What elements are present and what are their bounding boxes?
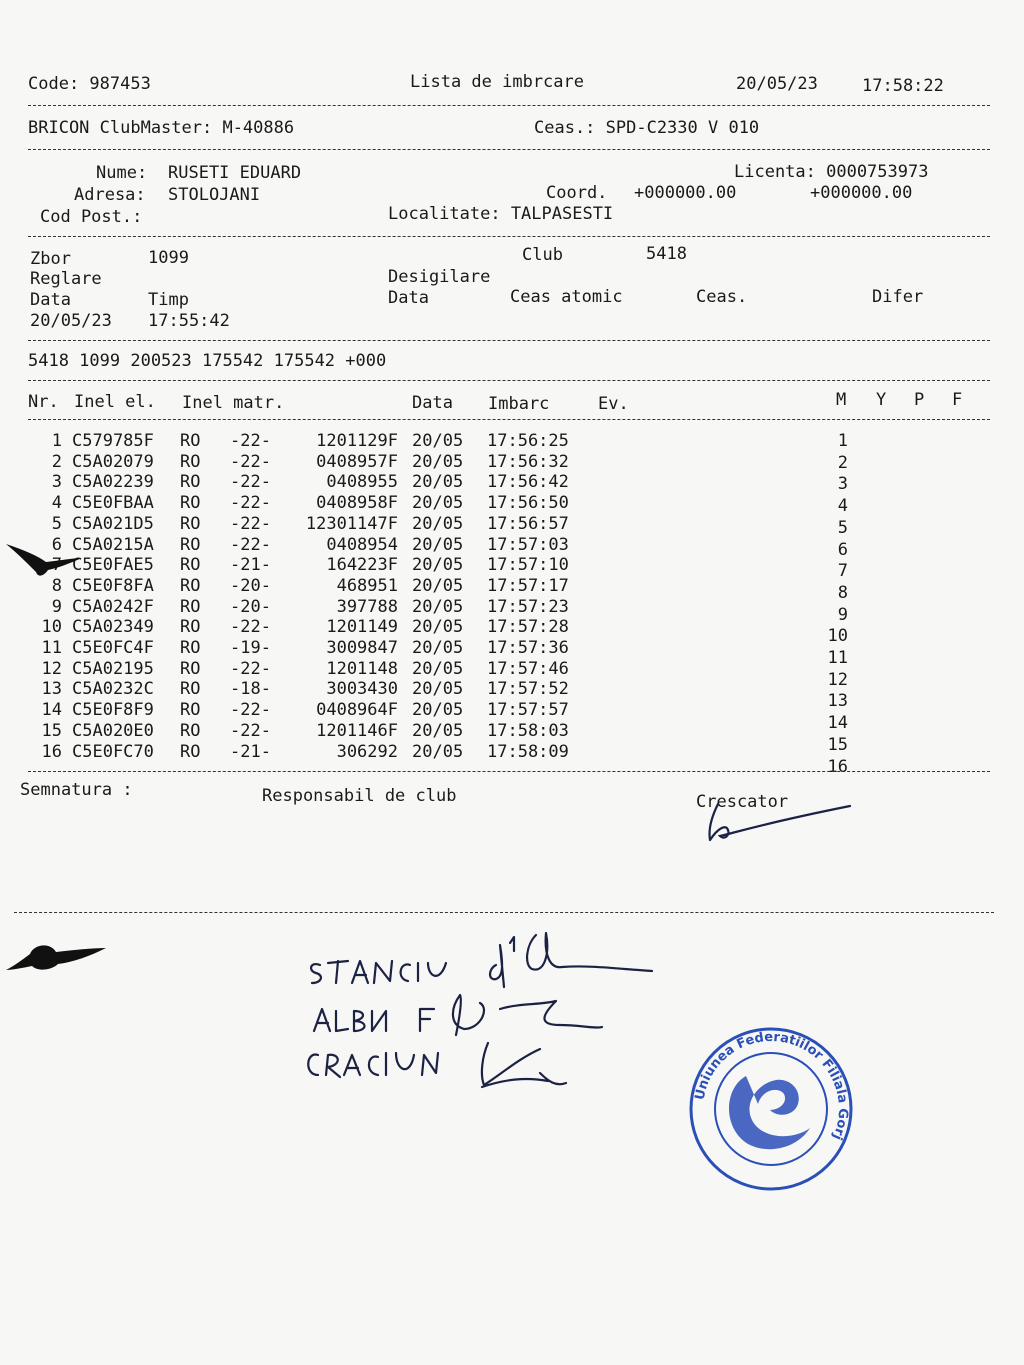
cell-time: 17:57:17 (487, 575, 569, 596)
cell-country: RO (180, 575, 201, 596)
cell-inel-el: C579785F (72, 431, 154, 451)
table-row (0, 472, 1024, 493)
responsabil-label: Responsabil de club (262, 786, 457, 806)
cell-time: 17:56:57 (487, 513, 569, 534)
coord-label: Coord. (546, 183, 608, 203)
cell-m: 3 (837, 474, 848, 495)
cell-inel-matr: 3003430 (326, 679, 398, 700)
crescator-label: Crescator (696, 792, 789, 812)
cell-year: -22- (230, 700, 271, 721)
cell-time: 17:57:23 (487, 596, 569, 617)
cell-year: -22- (230, 617, 271, 638)
document-title: Lista de imbrcare (410, 72, 584, 92)
cell-inel-matr: 164223F (326, 555, 398, 576)
cell-country: RO (180, 555, 201, 576)
cell-country: RO (180, 638, 201, 658)
cell-m: 10 (827, 626, 848, 647)
cell-date: 20/05 (412, 555, 464, 576)
cell-time: 17:56:42 (487, 472, 569, 493)
cell-inel-el: C5A02349 (72, 617, 154, 638)
cell-inel-el: C5A020E0 (72, 720, 154, 741)
divider (28, 419, 990, 420)
divider (28, 380, 990, 381)
col-f: F (952, 390, 963, 410)
cell-date: 20/05 (412, 617, 464, 638)
cell-inel-el: C5A02079 (72, 451, 154, 472)
col-nr: Nr. (28, 392, 59, 412)
cell-m: 15 (827, 734, 848, 755)
cell-inel-matr: 0408958F (316, 493, 398, 514)
semnatura-label: Semnatura : (20, 780, 133, 800)
table-row (0, 493, 1024, 517)
cell-inel-el: C5A0242F (72, 596, 154, 617)
cell-nr: 5 (51, 513, 62, 534)
divider (28, 340, 990, 341)
cell-date: 20/05 (412, 513, 464, 534)
coord-x: +000000.00 (634, 183, 737, 203)
cell-inel-matr: 1201148 (326, 658, 398, 679)
header-date: 20/05/23 (736, 74, 818, 94)
col-data: Data (412, 393, 453, 413)
cell-m: 7 (837, 561, 848, 582)
cell-time: 17:57:28 (487, 617, 569, 638)
reglare-label: Reglare (30, 269, 102, 289)
cell-year: -22- (230, 720, 271, 741)
cell-nr: 8 (51, 575, 62, 596)
cell-year: -22- (230, 658, 271, 679)
table-row (0, 638, 1024, 668)
cell-inel-el: C5E0FC70 (72, 741, 154, 762)
cell-time: 17:57:52 (487, 679, 569, 700)
divider (28, 771, 990, 772)
cell-time: 17:57:10 (487, 555, 569, 576)
cell-inel-matr: 1201129F (316, 431, 398, 451)
cell-m: 11 (827, 648, 848, 668)
cell-date: 20/05 (412, 679, 464, 700)
table-row (0, 431, 1024, 452)
club-value: 5418 (646, 244, 687, 264)
cell-country: RO (180, 700, 201, 721)
address-label: Adresa: (74, 185, 146, 205)
cell-year: -21- (230, 741, 271, 762)
cell-time: 17:57:03 (487, 534, 569, 555)
cell-inel-el: C5E0FBAA (72, 493, 154, 514)
cell-inel-matr: 0408964F (316, 700, 398, 721)
cell-time: 17:58:03 (487, 720, 569, 741)
cell-year: -22- (230, 451, 271, 472)
cell-nr: 6 (51, 534, 62, 555)
difer-label: Difer (872, 287, 924, 307)
reglare-time: 17:55:42 (148, 311, 230, 331)
table-row (0, 617, 1024, 647)
cell-year: -21- (230, 555, 271, 576)
cell-country: RO (180, 679, 201, 700)
reglare-date: 20/05/23 (30, 311, 112, 331)
cell-time: 17:58:09 (487, 741, 569, 762)
club-label: Club (522, 245, 563, 265)
cell-year: -22- (230, 513, 271, 534)
divider (14, 912, 994, 913)
cell-inel-matr: 12301147F (305, 513, 398, 534)
cell-nr: 3 (51, 472, 62, 493)
cell-m: 9 (837, 604, 848, 625)
cell-inel-el: C5A0232C (72, 679, 154, 700)
summary-line: 5418 1099 200523 175542 175542 +000 (28, 351, 387, 371)
official-stamp (686, 1024, 856, 1194)
zbor-label: Zbor (30, 249, 71, 269)
license-label: Licenta: 0000753973 (734, 162, 929, 182)
cell-inel-el: C5A02239 (72, 472, 154, 493)
table-row (0, 575, 1024, 603)
cell-nr: 14 (41, 700, 62, 721)
cell-inel-el: C5E0F8FA (72, 575, 154, 596)
cell-year: -20- (230, 575, 271, 596)
cell-year: -22- (230, 534, 271, 555)
cell-country: RO (180, 596, 201, 617)
cell-inel-matr: 306292 (336, 741, 398, 762)
cell-inel-matr: 3009847 (326, 638, 398, 658)
cell-m: 4 (837, 496, 848, 517)
cell-date: 20/05 (412, 534, 464, 555)
cell-date: 20/05 (412, 658, 464, 679)
cell-inel-matr: 0408955 (326, 472, 398, 493)
committee-signatures (300, 925, 670, 1095)
cell-time: 17:57:46 (487, 658, 569, 679)
cell-m: 5 (837, 517, 848, 538)
cell-nr: 11 (41, 638, 62, 658)
clock-label: Ceas.: SPD-C2330 V 010 (534, 118, 760, 138)
cell-date: 20/05 (412, 720, 464, 741)
cell-m: 2 (837, 452, 848, 473)
cell-inel-el: C5A021D5 (72, 513, 154, 534)
cell-time: 17:56:25 (487, 431, 569, 451)
stamp-text: Uniunea Federatiilor Filiala Gorj (692, 1029, 851, 1143)
col-ev: Ev. (598, 394, 629, 414)
cell-nr: 4 (51, 493, 62, 514)
cell-nr: 15 (41, 720, 62, 741)
cell-date: 20/05 (412, 451, 464, 472)
zbor-value: 1099 (148, 248, 189, 268)
cell-country: RO (180, 720, 201, 741)
name-label: Nume: (96, 163, 148, 183)
desigilare-label: Desigilare (388, 267, 491, 287)
col-imbarc: Imbarc (488, 394, 550, 414)
postcode-label: Cod Post.: (40, 207, 143, 227)
timp-label: Timp (148, 290, 189, 310)
cell-inel-matr: 468951 (336, 575, 398, 596)
ceas-atomic-label: Ceas atomic (510, 287, 623, 307)
cell-time: 17:56:32 (487, 451, 569, 472)
cell-time: 17:56:50 (487, 493, 569, 514)
cell-inel-matr: 397788 (336, 596, 398, 617)
cell-m: 8 (837, 582, 848, 603)
cell-date: 20/05 (412, 741, 464, 762)
cell-country: RO (180, 741, 201, 762)
cell-inel-el: C5A0215A (72, 534, 154, 555)
cell-date: 20/05 (412, 596, 464, 617)
divider (28, 236, 990, 237)
data2-label: Data (388, 288, 429, 308)
cell-m: 12 (827, 669, 848, 690)
cell-m: 16 (827, 756, 848, 777)
cell-year: -22- (230, 472, 271, 493)
header-time: 17:58:22 (862, 76, 944, 96)
cell-year: -18- (230, 679, 271, 700)
cell-inel-matr: 1201149 (326, 617, 398, 638)
cell-nr: 9 (51, 596, 62, 617)
cell-country: RO (180, 513, 201, 534)
cell-nr: 1 (51, 431, 62, 451)
cell-country: RO (180, 658, 201, 679)
code-label: Code: 987453 (28, 74, 151, 94)
crescator-signature (700, 798, 860, 848)
locality-label: Localitate: TALPASESTI (388, 204, 614, 224)
coord-y: +000000.00 (810, 183, 913, 203)
cell-date: 20/05 (412, 700, 464, 721)
cell-time: 17:57:57 (487, 700, 569, 721)
cell-inel-el: C5E0FAE5 (72, 555, 154, 576)
cell-country: RO (180, 617, 201, 638)
cell-inel-el: C5A02195 (72, 658, 154, 679)
cell-time: 17:57:36 (487, 638, 569, 658)
cell-country: RO (180, 431, 201, 451)
cell-year: -20- (230, 596, 271, 617)
ink-blot (4, 540, 84, 580)
cell-nr: 2 (51, 451, 62, 472)
divider (28, 149, 990, 150)
col-inel-matr: Inel matr. (182, 393, 285, 413)
fancier-address: STOLOJANI (168, 185, 261, 205)
cell-nr: 16 (41, 741, 62, 762)
table-row (0, 513, 1024, 538)
cell-nr: 12 (41, 658, 62, 679)
cell-m: 13 (827, 691, 848, 712)
cell-date: 20/05 (412, 638, 464, 658)
cell-nr: 10 (41, 617, 62, 638)
cell-date: 20/05 (412, 575, 464, 596)
cell-country: RO (180, 493, 201, 514)
table-row (0, 555, 1024, 582)
cell-inel-el: C5E0FC4F (72, 638, 154, 658)
cell-inel-matr: 1201146F (316, 720, 398, 741)
fancier-name: RUSETI EDUARD (168, 163, 302, 183)
table-row (0, 452, 1024, 473)
cell-date: 20/05 (412, 472, 464, 493)
stamp-emblem (729, 1076, 810, 1149)
col-p: P (914, 390, 925, 410)
cell-year: -22- (230, 431, 271, 451)
col-y: Y (876, 390, 887, 410)
cell-inel-el: C5E0F8F9 (72, 700, 154, 721)
cell-country: RO (180, 472, 201, 493)
table-row (0, 596, 1024, 625)
cell-m: 14 (827, 713, 848, 734)
ink-blot (4, 940, 108, 976)
product-label: BRICON ClubMaster: M-40886 (28, 118, 295, 138)
data-label: Data (30, 290, 71, 310)
cell-year: -22- (230, 493, 271, 514)
table-row (0, 741, 1024, 777)
cell-country: RO (180, 451, 201, 472)
cell-inel-matr: 0408957F (316, 451, 398, 472)
divider (28, 105, 990, 106)
ceas-label: Ceas. (696, 287, 748, 307)
cell-date: 20/05 (412, 431, 464, 451)
cell-country: RO (180, 534, 201, 555)
cell-nr: 13 (41, 679, 62, 700)
cell-inel-matr: 0408954 (326, 534, 398, 555)
col-m: M (836, 390, 847, 410)
col-inel-el: Inel el. (74, 392, 156, 412)
cell-year: -19- (230, 638, 271, 658)
table-row (0, 534, 1024, 560)
cell-m: 6 (837, 539, 848, 560)
cell-m: 1 (837, 431, 848, 451)
cell-date: 20/05 (412, 493, 464, 514)
